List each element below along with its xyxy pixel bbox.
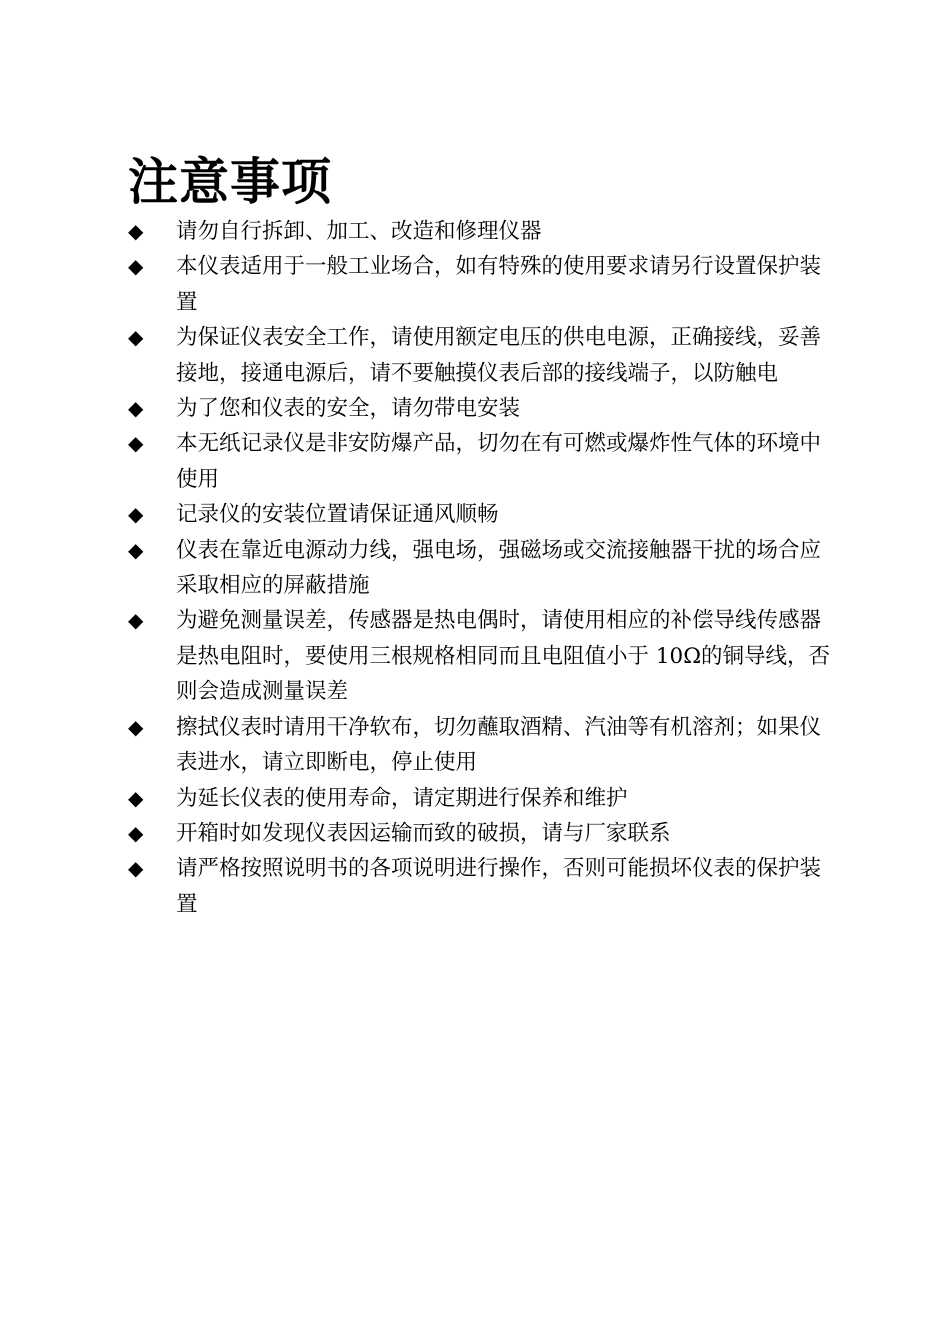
list-item [128, 249, 840, 320]
list-item-text: 为了您和仪表的安全，请勿带电安装 [176, 396, 521, 422]
list-item [128, 781, 840, 816]
list-item-text: 请严格按照说明书的各项说明进行操作，否则可能损坏仪表的保护装置 [176, 856, 822, 917]
diamond-bullet-icon: ◆ [128, 396, 144, 421]
list-item [128, 391, 840, 426]
page-title: 注意事项 [128, 153, 332, 211]
list-item [128, 320, 840, 391]
diamond-bullet-icon: ◆ [128, 254, 144, 279]
list-item-text: 为避免测量误差，传感器是热电偶时，请使用相应的补偿导线传感器是热电阻时，要使用三根规格相同而且电阻值小于 10Ω的铜导线，否则会造成测量误差 [176, 608, 831, 705]
list-item [128, 214, 840, 249]
list-item [128, 426, 840, 497]
list-item [128, 497, 840, 532]
diamond-bullet-icon: ◆ [128, 431, 144, 456]
diamond-bullet-icon: ◆ [128, 219, 144, 243]
diamond-bullet-icon: ◆ [128, 502, 144, 527]
diamond-bullet-icon: ◆ [128, 537, 144, 562]
diamond-bullet-icon: ◆ [128, 325, 144, 350]
diamond-bullet-icon: ◆ [128, 820, 144, 845]
diamond-bullet-icon: ◆ [128, 714, 144, 739]
list-item-text: 本无纸记录仪是非安防爆产品，切勿在有可燃或爆炸性气体的环境中使用 [176, 431, 822, 492]
list-item-text: 开箱时如发现仪表因运输而致的破损，请与厂家联系 [176, 820, 671, 846]
list-item-text: 请勿自行拆卸、加工、改造和修理仪器 [176, 219, 542, 244]
list-item [128, 710, 840, 781]
list-item [128, 851, 840, 922]
list-item-text: 本仪表适用于一般工业场合，如有特殊的使用要求请另行设置保护装置 [176, 254, 822, 315]
list-item-text: 为保证仪表安全工作，请使用额定电压的供电电源，正确接线，妥善接地，接通电源后，请不要触摸仪表后部的接线端子，以防触电 [176, 325, 822, 386]
list-item-text: 为延长仪表的使用寿命，请定期进行保养和维护 [176, 785, 628, 811]
list-item [128, 533, 840, 604]
diamond-bullet-icon: ◆ [128, 608, 144, 633]
precautions-list [128, 214, 840, 922]
list-item-text: 记录仪的安装位置请保证通风顺畅 [176, 502, 499, 528]
list-item-text: 仪表在靠近电源动力线，强电场，强磁场或交流接触器干扰的场合应采取相应的屏蔽措施 [176, 537, 822, 599]
list-item [128, 816, 840, 851]
list-item-text: 擦拭仪表时请用干净软布，切勿蘸取酒精、汽油等有机溶剂；如果仪表进水，请立即断电，停止使用 [176, 714, 822, 776]
list-item [128, 603, 840, 709]
diamond-bullet-icon: ◆ [128, 785, 144, 810]
diamond-bullet-icon: ◆ [128, 856, 144, 881]
